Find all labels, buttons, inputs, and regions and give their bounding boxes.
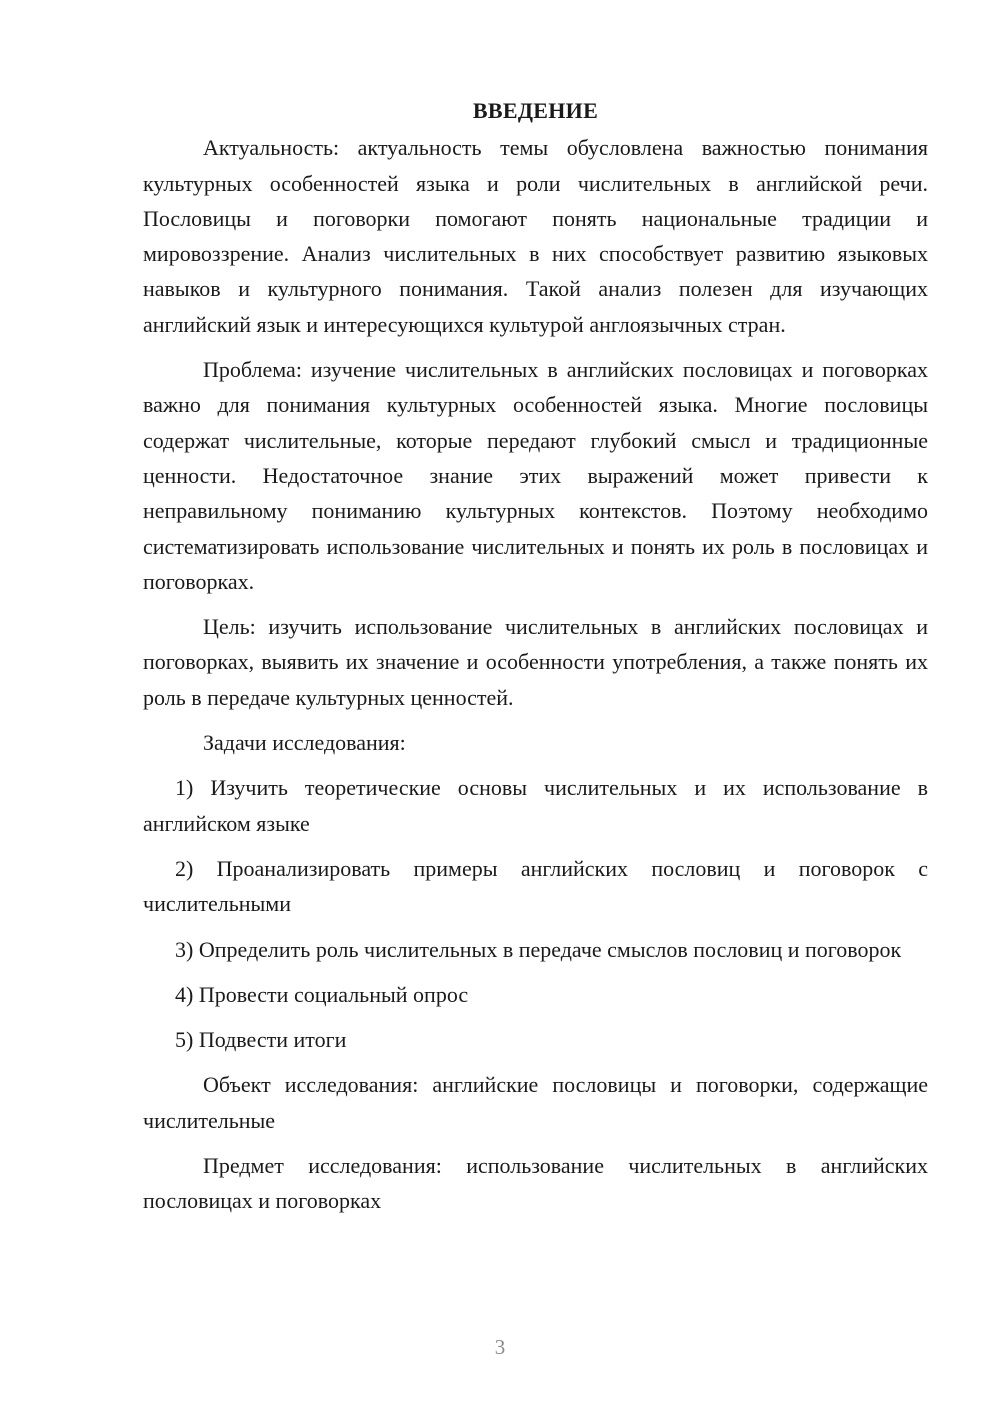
page-number: 3 bbox=[494, 1335, 506, 1359]
paragraph-goal: Цель: изучить использование числительных в английских пословицах и поговорках, выявить их значение и особенности употребления, а также понять их роль в передаче культурных ценностей. bbox=[143, 614, 928, 710]
task-item-4: 4) Провести социальный опрос bbox=[175, 981, 469, 1007]
task-item-1: 1) Изучить теоретические основы числительных и их использование в английском языке bbox=[143, 775, 928, 836]
page-content bbox=[143, 93, 928, 1219]
page-title: ВВЕДЕНИЕ bbox=[472, 98, 599, 123]
paragraph-object: Объект исследования: английские пословицы и поговорки, содержащие числительные bbox=[143, 1072, 928, 1133]
paragraph-problem: Проблема: изучение числительных в английских пословицах и поговорках важно для понимания культурных особенностей языка. Многие пословицы содержат числительные, которые передают глубокий смысл и традиционные ценности. Недостаточное знание этих выражений может привести к неправильному пониманию культурных контекстов. Поэтому необходимо систематизировать использование числительных и понять их роль в пословицах и поговорках. bbox=[143, 357, 928, 594]
tasks-heading: Задачи исследования: bbox=[203, 730, 406, 756]
task-item-2: 2) Проанализировать примеры английских пословиц и поговорок с числительными bbox=[143, 855, 928, 917]
paragraph-subject: Предмет исследования: использование числительных в английских пословицах и поговорках bbox=[143, 1153, 928, 1214]
paragraph-relevance: Актуальность: актуальность темы обусловлена важностью понимания культурных особенностей языка и роли числительных в английской речи. Пословицы и поговорки помогают понять национальные традиции и мировоззрение. Анализ числительных в них способствует развитию языковых навыков и культурного понимания. Такой анализ полезен для изучающих английский язык и интересующихся культурой англоязычных стран. bbox=[143, 135, 928, 337]
task-item-5: 5) Подвести итоги bbox=[175, 1027, 347, 1053]
task-item-3: 3) Определить роль числительных в передаче смыслов пословиц и поговорок bbox=[175, 936, 902, 962]
